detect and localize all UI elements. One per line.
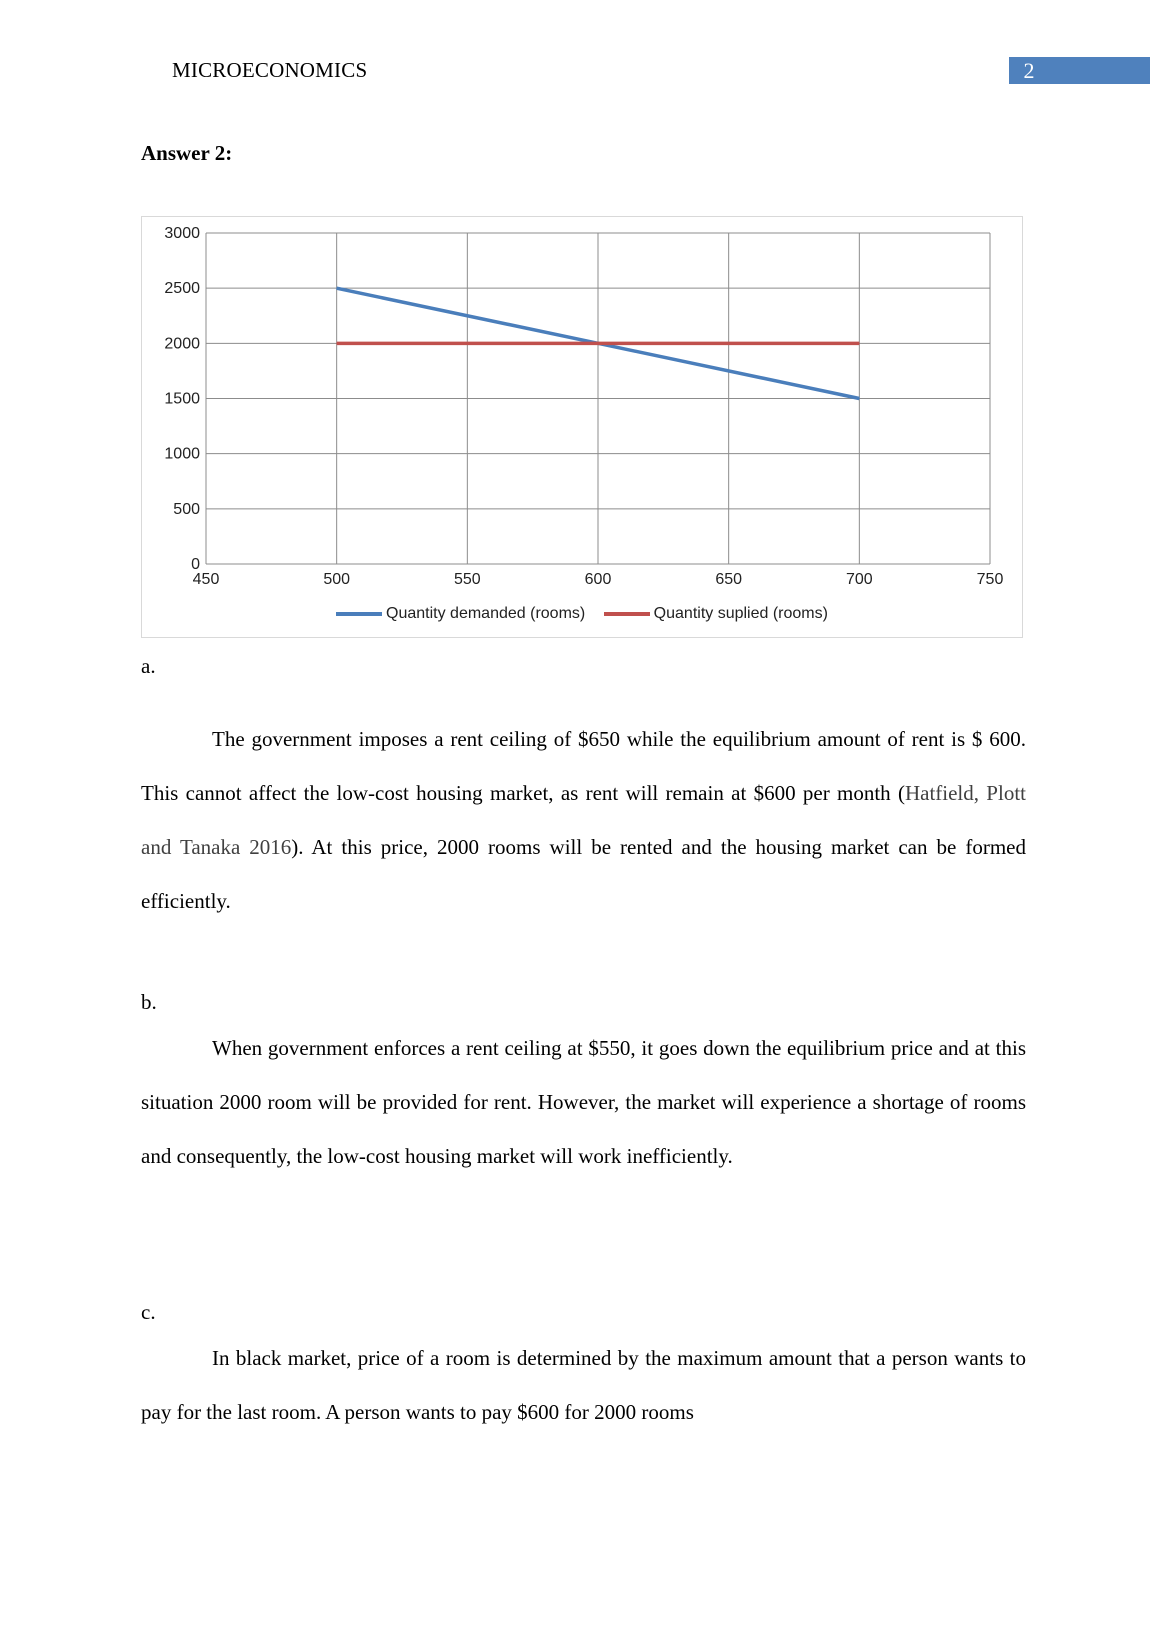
- section-b-label: b.: [141, 990, 157, 1014]
- x-tick-label: 500: [323, 571, 351, 588]
- section-c-label: c.: [141, 1300, 156, 1324]
- y-tick-label: 1500: [164, 390, 200, 408]
- section-b-paragraph: When government enforces a rent ceiling at $550, it goes down the equilibrium price and at this situation 2000 room will be provided for rent. However, the market will experience a shortage of rooms and consequently, the low-cost housing market will work inefficiently.: [141, 1036, 1026, 1168]
- x-tick-label: 600: [584, 571, 612, 588]
- x-tick-label: 550: [453, 571, 481, 588]
- data-point-1: [598, 343, 599, 344]
- legend-swatch-demand: [336, 612, 382, 616]
- line-chart: [141, 216, 1023, 638]
- legend-item-supply: [604, 605, 828, 623]
- legend-swatch-supply: [604, 612, 650, 616]
- data-point-1: [336, 343, 337, 344]
- section-a-paragraph: [141, 712, 1026, 928]
- data-point-0: [336, 288, 337, 289]
- x-tick-label: 700: [845, 571, 873, 588]
- citation-link[interactable]: Hatfield, Plott and Tanaka 2016: [141, 781, 1026, 859]
- page-number: 2: [1023, 58, 1035, 83]
- data-point-1: [859, 343, 860, 344]
- y-tick-label: 2000: [164, 335, 200, 353]
- chart-plot-area: [142, 217, 1022, 637]
- legend-item-demand: [336, 605, 585, 623]
- section-a-text-after: ). At this price, 2000 rooms will be rented and the housing market can be formed efficiently.: [141, 835, 1026, 913]
- answer-heading: Answer 2:: [141, 141, 233, 165]
- legend-label-supply: Quantity suplied (rooms): [653, 605, 828, 622]
- section-a-label: a.: [141, 654, 156, 678]
- data-point-0: [859, 398, 860, 399]
- section-a-text-before: The government imposes a rent ceiling of $650 while the equilibrium amount of rent is $ 600. This cannot affect the low-cost housing market, as rent will remain at $600 per month (: [141, 727, 1026, 805]
- running-header-title: MICROECONOMICS: [172, 58, 368, 82]
- y-tick-label: 3000: [164, 225, 200, 242]
- y-tick-label: 2500: [164, 280, 200, 298]
- x-tick-label: 450: [192, 571, 220, 588]
- x-tick-label: 650: [715, 571, 743, 588]
- y-tick-label: 1000: [164, 445, 200, 463]
- legend-label-demand: Quantity demanded (rooms): [386, 605, 586, 622]
- x-tick-label: 750: [976, 571, 1004, 588]
- page-number-box: [1009, 57, 1150, 84]
- y-tick-label: 500: [173, 500, 200, 518]
- y-tick-label: 0: [191, 556, 200, 573]
- chart-legend: [142, 603, 1022, 623]
- section-c-paragraph: In black market, price of a room is determined by the maximum amount that a person wants to pay for the last room. A person wants to pay $600 for 2000 rooms: [141, 1346, 1026, 1424]
